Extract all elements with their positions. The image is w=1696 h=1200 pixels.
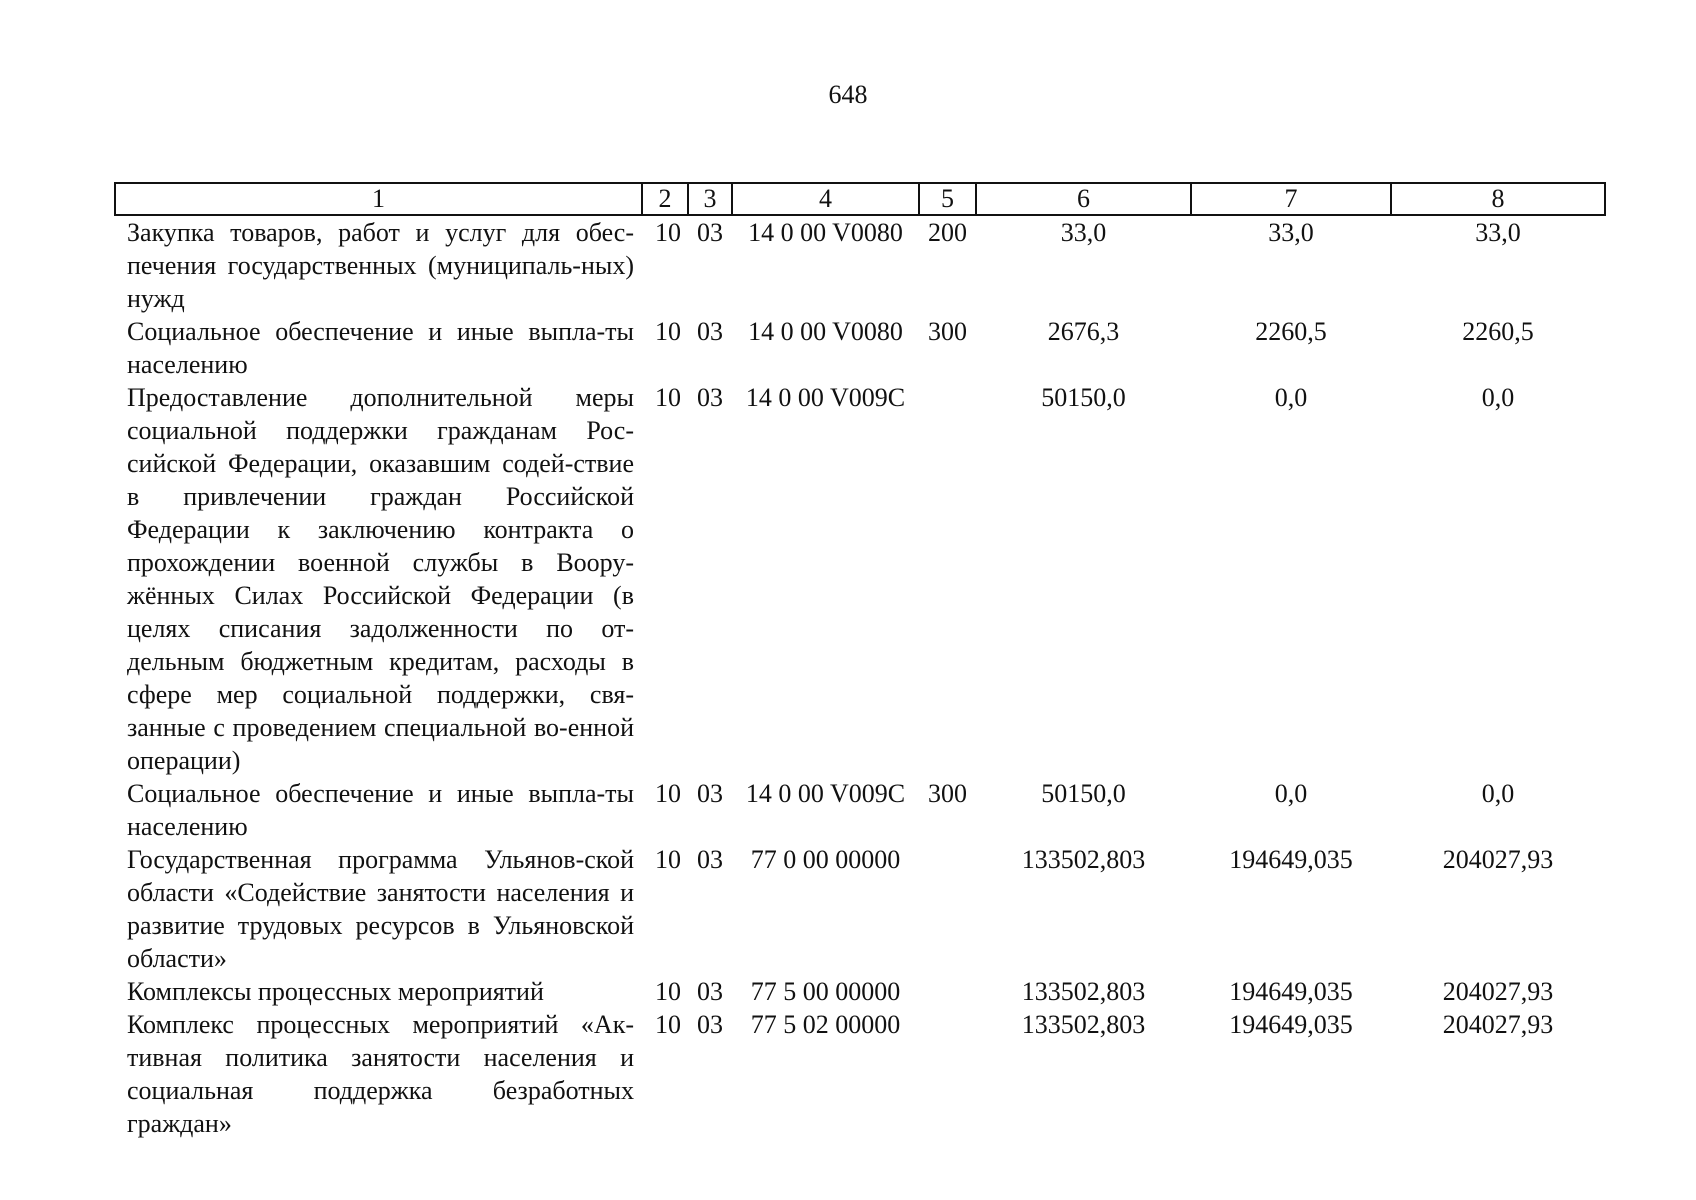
row-col-6-cell: 33,0 [1060,218,1107,247]
table-row [115,315,1605,381]
header-col-6: 6 [976,183,1191,215]
row-col-2-cell: 10 [655,317,681,346]
row-col-2-cell: 10 [655,1010,681,1039]
row-name-cell: Предоставление дополнительной меры социальной поддержки гражданам Рос-сийской Федерации, оказавшим содей-ствие в привлечении граждан Российской Федерации к заключению контракта о прохождении военной службы в Воору-жённых Силах Российской Федерации (в целях списания задолженности по от-дельным бюджетным кредитам, расходы в сфере мер социальной поддержки, свя-занные с проведением специальной во-енной операции) [127,383,634,775]
row-code-cell: 77 5 02 00000 [750,1010,901,1039]
row-col-3-cell: 03 [697,1010,723,1039]
row-col-3-cell: 03 [697,317,723,346]
header-col-1: 1 [115,183,642,215]
row-col-6-cell: 50150,0 [1041,383,1126,412]
row-code-cell: 77 5 00 00000 [750,977,901,1006]
row-col-2-cell: 10 [655,218,681,247]
table-row [115,381,1605,777]
row-col-5-cell [919,1008,976,1140]
row-col-7-cell: 194649,035 [1229,977,1353,1006]
row-col-3-cell: 03 [697,845,723,874]
row-col-3-cell: 03 [697,779,723,808]
header-col-8: 8 [1391,183,1605,215]
row-col-7-cell: 2260,5 [1255,317,1327,346]
row-col-2-cell: 10 [655,383,681,412]
row-col-2-cell: 10 [655,977,681,1006]
row-col-8-cell: 33,0 [1475,218,1521,247]
table-header [115,183,1605,215]
header-col-2: 2 [642,183,688,215]
row-col-5-cell [919,381,976,777]
row-col-8-cell: 2260,5 [1462,317,1534,346]
row-code-cell: 14 0 00 V0080 [748,218,903,247]
row-col-6-cell: 133502,803 [1021,1010,1146,1039]
row-name-cell: Комплекс процессных мероприятий «Ак-тивная политика занятости населения и социальная поддержка безработных граждан» [127,1010,634,1138]
row-col-2-cell: 10 [655,845,681,874]
row-col-3-cell: 03 [697,977,723,1006]
row-col-5-cell: 200 [928,218,967,247]
row-col-6-cell: 133502,803 [1021,845,1146,874]
table-row [115,215,1605,315]
row-name-cell: Комплексы процессных мероприятий [127,977,544,1006]
row-name-cell: Государственная программа Ульянов-ской области «Содействие занятости населения и развитие трудовых ресурсов в Ульяновской области» [127,845,634,973]
header-col-4: 4 [732,183,919,215]
row-col-3-cell: 03 [697,218,723,247]
row-name-cell: Закупка товаров, работ и услуг для обес-печения государственных (муниципаль-ных) нужд [127,218,634,313]
row-col-5-cell: 300 [928,779,967,808]
row-col-2-cell: 10 [655,779,681,808]
row-col-5-cell [919,975,976,1008]
row-col-6-cell: 133502,803 [1021,977,1146,1006]
table-row [115,777,1605,843]
header-col-3: 3 [688,183,732,215]
row-col-7-cell: 0,0 [1274,383,1308,412]
row-code-cell: 77 0 00 00000 [750,845,901,874]
row-col-5-cell [919,843,976,975]
row-col-7-cell: 33,0 [1268,218,1314,247]
row-col-7-cell: 0,0 [1274,779,1308,808]
row-col-8-cell: 0,0 [1481,779,1515,808]
table-body [115,215,1605,1140]
row-code-cell: 14 0 00 V009C [745,779,906,808]
row-col-8-cell: 0,0 [1481,383,1515,412]
row-col-8-cell: 204027,93 [1442,845,1554,874]
row-col-5-cell: 300 [928,317,967,346]
row-name-cell: Социальное обеспечение и иные выпла-ты населению [127,317,634,379]
row-col-6-cell: 50150,0 [1041,779,1126,808]
row-col-8-cell: 204027,93 [1442,977,1554,1006]
row-col-3-cell: 03 [697,383,723,412]
row-col-7-cell: 194649,035 [1229,845,1353,874]
row-col-8-cell: 204027,93 [1442,1010,1554,1039]
budget-table [114,182,1606,1140]
page-number: 648 [828,80,868,109]
table-row [115,1008,1605,1140]
row-col-6-cell: 2676,3 [1047,317,1120,346]
table-row [115,843,1605,975]
row-code-cell: 14 0 00 V009C [745,383,906,412]
table-row [115,975,1605,1008]
row-name-cell: Социальное обеспечение и иные выпла-ты населению [127,779,634,841]
row-col-7-cell: 194649,035 [1229,1010,1353,1039]
header-col-7: 7 [1191,183,1391,215]
header-col-5: 5 [919,183,976,215]
row-code-cell: 14 0 00 V0080 [748,317,903,346]
